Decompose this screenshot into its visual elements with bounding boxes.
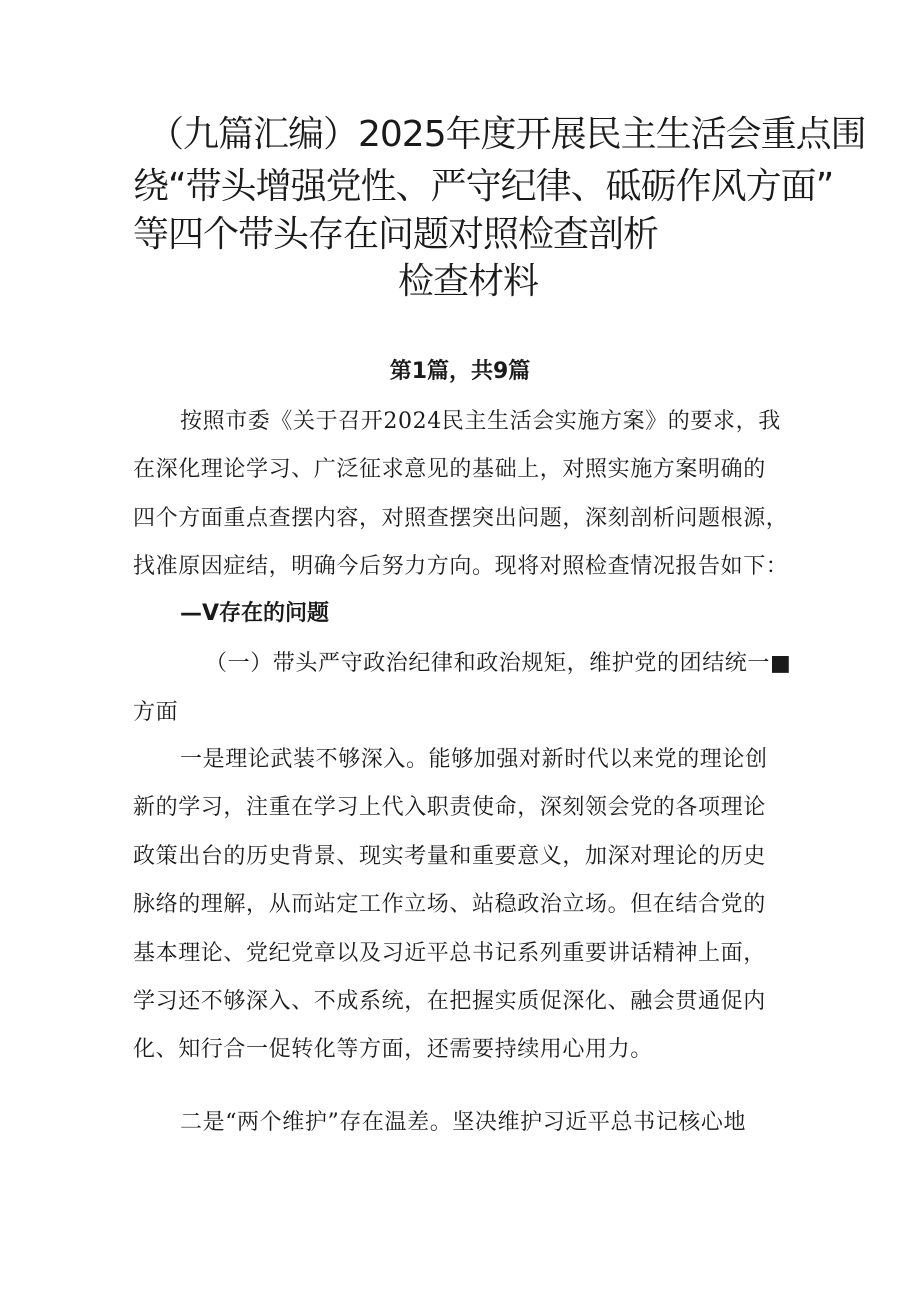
paragraph-1-line-7: 化、知行合一促转化等方面，还需要持续用心用力。 [133, 1037, 653, 1062]
document-title-line-4: 检查材料 [398, 261, 539, 302]
intro-line-4: 找准原因症结，明确今后努力方向。现将对照检查情况报告如下： [133, 554, 789, 579]
intro-line-1: 按照市委《关于召开2024民主生活会实施方案》的要求，我 [180, 409, 781, 434]
document-title-line-2: 绕“带头增强党性、严守纪律、砥砺作风方面” [133, 166, 834, 207]
paragraph-1-line-3: 政策出台的历史背景、现实考量和重要意义，加深对理论的历史 [133, 844, 766, 869]
paragraph-1-line-6: 学习还不够深入、不成系统，在把握实质促深化、融会贯通促内 [133, 989, 766, 1014]
paragraph-2-line-1: 二是“两个维护”存在温差。坚决维护习近平总书记核心地 [180, 1110, 747, 1135]
intro-line-3: 四个方面重点查摆内容，对照查摆突出问题，深刻剖析问题根源， [133, 506, 789, 531]
section-heading: —V存在的问题 [180, 601, 330, 626]
part-heading: 第1篇，共9篇 [389, 359, 531, 384]
document-title-line-1: （九篇汇编）2025年度开展民主生活会重点围 [148, 114, 866, 155]
paragraph-1-line-4: 脉络的理解，从而站定工作立场、站稳政治立场。但在结合党的 [133, 892, 766, 917]
document-title-line-3: 等四个带头存在问题对照检查剖析 [133, 214, 659, 255]
paragraph-1-line-2: 新的学习，注重在学习上代入职责使命，深刻领会党的各项理论 [133, 795, 766, 820]
paragraph-1-line-5: 基本理论、党纪党章以及习近平总书记系列重要讲话精神上面， [133, 941, 766, 966]
subsection-heading-line-2: 方面 [133, 700, 179, 725]
paragraph-1-line-1: 一是理论武装不够深入。能够加强对新时代以来党的理论创 [180, 747, 768, 772]
intro-line-2: 在深化理论学习、广泛征求意见的基础上，对照实施方案明确的 [133, 457, 766, 482]
subsection-heading-line-1: （一）带头严守政治纪律和政治规矩，维护党的团结统一■ [205, 651, 792, 676]
